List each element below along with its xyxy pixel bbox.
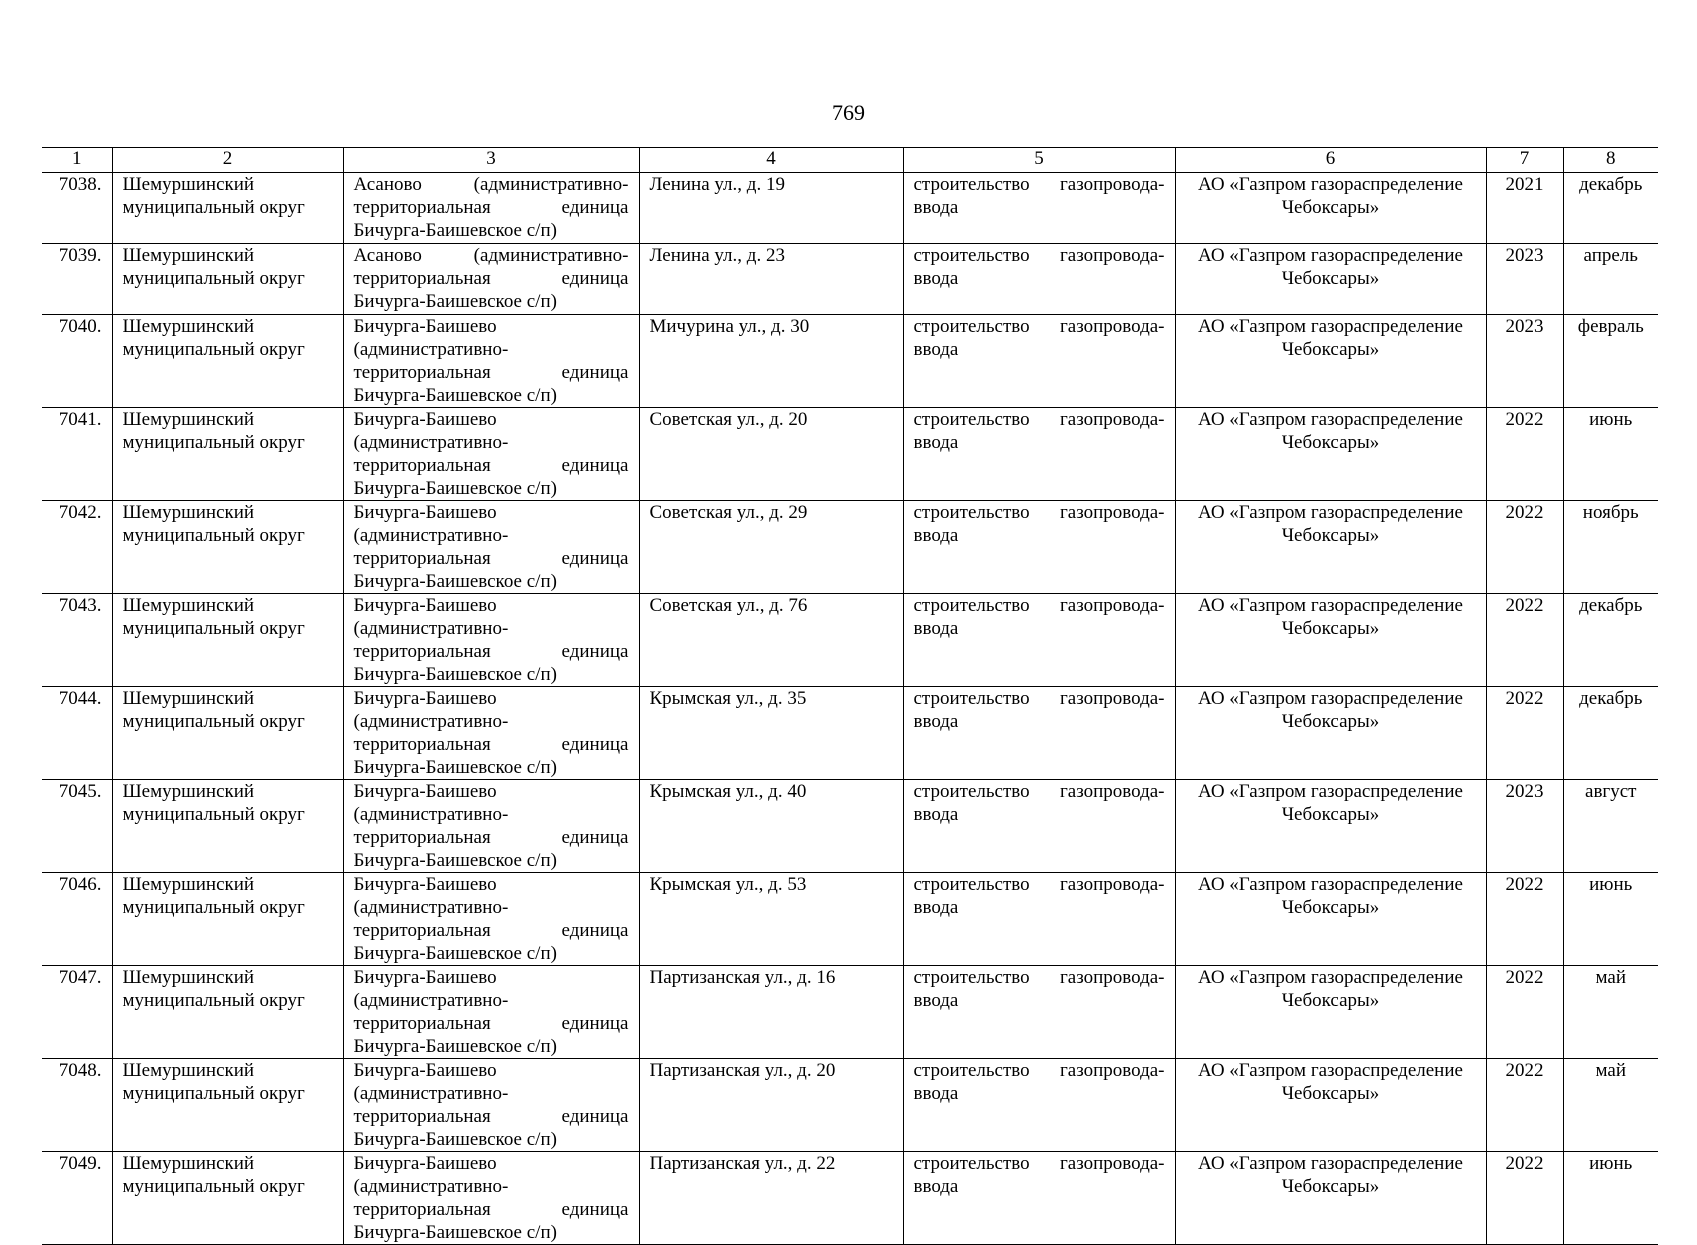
column-header: 6 — [1175, 148, 1486, 173]
year-cell: 2023 — [1486, 244, 1563, 315]
address-cell: Советская ул., д. 29 — [639, 501, 903, 594]
works-cell: строительство газопровода-ввода — [903, 780, 1175, 873]
district-cell: Шемуршинский муниципальный округ — [112, 687, 343, 780]
works-cell: строительство газопровода-ввода — [903, 1152, 1175, 1245]
table-row — [42, 780, 1658, 873]
address-cell: Советская ул., д. 76 — [639, 594, 903, 687]
settlement-cell: Бичурга-Баишево (административно-территориальная единица Бичурга-Баишевское с/п) — [343, 873, 639, 966]
organization-cell: АО «Газпром газораспределение Чебоксары» — [1175, 244, 1486, 315]
row-number: 7038. — [42, 173, 112, 244]
page-number: 769 — [832, 100, 865, 125]
district-cell: Шемуршинский муниципальный округ — [112, 873, 343, 966]
column-number-row — [42, 148, 1658, 173]
year-cell: 2022 — [1486, 1152, 1563, 1245]
column-header: 2 — [112, 148, 343, 173]
organization-cell: АО «Газпром газораспределение Чебоксары» — [1175, 780, 1486, 873]
organization-cell: АО «Газпром газораспределение Чебоксары» — [1175, 966, 1486, 1059]
table-row — [42, 873, 1658, 966]
year-cell: 2022 — [1486, 966, 1563, 1059]
district-cell: Шемуршинский муниципальный округ — [112, 408, 343, 501]
settlement-cell: Бичурга-Баишево (административно-территориальная единица Бичурга-Баишевское с/п) — [343, 315, 639, 408]
year-cell: 2022 — [1486, 873, 1563, 966]
row-number: 7048. — [42, 1059, 112, 1152]
table-body — [42, 173, 1658, 1245]
row-number: 7046. — [42, 873, 112, 966]
organization-cell: АО «Газпром газораспределение Чебоксары» — [1175, 594, 1486, 687]
address-cell: Мичурина ул., д. 30 — [639, 315, 903, 408]
row-number: 7044. — [42, 687, 112, 780]
district-cell: Шемуршинский муниципальный округ — [112, 244, 343, 315]
settlement-cell: Бичурга-Баишево (административно-территориальная единица Бичурга-Баишевское с/п) — [343, 1152, 639, 1245]
works-cell: строительство газопровода-ввода — [903, 1059, 1175, 1152]
month-cell: апрель — [1563, 244, 1658, 315]
organization-cell: АО «Газпром газораспределение Чебоксары» — [1175, 1152, 1486, 1245]
settlement-cell: Бичурга-Баишево (административно-территориальная единица Бичурга-Баишевское с/п) — [343, 1059, 639, 1152]
district-cell: Шемуршинский муниципальный округ — [112, 173, 343, 244]
table-row — [42, 1059, 1658, 1152]
month-cell: декабрь — [1563, 594, 1658, 687]
address-cell: Партизанская ул., д. 20 — [639, 1059, 903, 1152]
organization-cell: АО «Газпром газораспределение Чебоксары» — [1175, 687, 1486, 780]
organization-cell: АО «Газпром газораспределение Чебоксары» — [1175, 173, 1486, 244]
table-row — [42, 966, 1658, 1059]
settlement-cell: Бичурга-Баишево (административно-территориальная единица Бичурга-Баишевское с/п) — [343, 594, 639, 687]
settlement-cell: Бичурга-Баишево (административно-территориальная единица Бичурга-Баишевское с/п) — [343, 687, 639, 780]
settlement-cell: Бичурга-Баишево (административно-территориальная единица Бичурга-Баишевское с/п) — [343, 408, 639, 501]
works-cell: строительство газопровода-ввода — [903, 687, 1175, 780]
table-row — [42, 315, 1658, 408]
address-cell: Крымская ул., д. 40 — [639, 780, 903, 873]
table-row — [42, 501, 1658, 594]
column-header: 1 — [42, 148, 112, 173]
year-cell: 2023 — [1486, 780, 1563, 873]
works-cell: строительство газопровода-ввода — [903, 594, 1175, 687]
works-cell: строительство газопровода-ввода — [903, 873, 1175, 966]
address-cell: Партизанская ул., д. 22 — [639, 1152, 903, 1245]
works-cell: строительство газопровода-ввода — [903, 966, 1175, 1059]
address-cell: Крымская ул., д. 35 — [639, 687, 903, 780]
row-number: 7043. — [42, 594, 112, 687]
works-cell: строительство газопровода-ввода — [903, 408, 1175, 501]
column-header: 4 — [639, 148, 903, 173]
column-header: 5 — [903, 148, 1175, 173]
organization-cell: АО «Газпром газораспределение Чебоксары» — [1175, 501, 1486, 594]
table-row — [42, 687, 1658, 780]
row-number: 7041. — [42, 408, 112, 501]
month-cell: февраль — [1563, 315, 1658, 408]
row-number: 7042. — [42, 501, 112, 594]
district-cell: Шемуршинский муниципальный округ — [112, 966, 343, 1059]
month-cell: июнь — [1563, 1152, 1658, 1245]
year-cell: 2022 — [1486, 687, 1563, 780]
table-row — [42, 173, 1658, 244]
year-cell: 2021 — [1486, 173, 1563, 244]
row-number: 7045. — [42, 780, 112, 873]
table-row — [42, 1152, 1658, 1245]
address-cell: Ленина ул., д. 19 — [639, 173, 903, 244]
district-cell: Шемуршинский муниципальный округ — [112, 594, 343, 687]
month-cell: май — [1563, 1059, 1658, 1152]
year-cell: 2022 — [1486, 1059, 1563, 1152]
organization-cell: АО «Газпром газораспределение Чебоксары» — [1175, 408, 1486, 501]
column-header: 7 — [1486, 148, 1563, 173]
settlement-cell: Бичурга-Баишево (административно-территориальная единица Бичурга-Баишевское с/п) — [343, 501, 639, 594]
address-cell: Советская ул., д. 20 — [639, 408, 903, 501]
table-row — [42, 244, 1658, 315]
district-cell: Шемуршинский муниципальный округ — [112, 780, 343, 873]
table-row — [42, 594, 1658, 687]
organization-cell: АО «Газпром газораспределение Чебоксары» — [1175, 873, 1486, 966]
settlement-cell: Асаново (административно-территориальная единица Бичурга-Баишевское с/п) — [343, 173, 639, 244]
month-cell: июнь — [1563, 873, 1658, 966]
month-cell: декабрь — [1563, 173, 1658, 244]
column-header: 8 — [1563, 148, 1658, 173]
works-cell: строительство газопровода-ввода — [903, 315, 1175, 408]
settlement-cell: Асаново (административно-территориальная единица Бичурга-Баишевское с/п) — [343, 244, 639, 315]
month-cell: август — [1563, 780, 1658, 873]
table-row — [42, 408, 1658, 501]
district-cell: Шемуршинский муниципальный округ — [112, 1152, 343, 1245]
settlement-cell: Бичурга-Баишево (административно-территориальная единица Бичурга-Баишевское с/п) — [343, 966, 639, 1059]
month-cell: ноябрь — [1563, 501, 1658, 594]
district-cell: Шемуршинский муниципальный округ — [112, 1059, 343, 1152]
works-cell: строительство газопровода-ввода — [903, 244, 1175, 315]
organization-cell: АО «Газпром газораспределение Чебоксары» — [1175, 315, 1486, 408]
district-cell: Шемуршинский муниципальный округ — [112, 501, 343, 594]
address-cell: Крымская ул., д. 53 — [639, 873, 903, 966]
register-table — [42, 147, 1658, 1245]
month-cell: декабрь — [1563, 687, 1658, 780]
year-cell: 2023 — [1486, 315, 1563, 408]
district-cell: Шемуршинский муниципальный округ — [112, 315, 343, 408]
year-cell: 2022 — [1486, 594, 1563, 687]
year-cell: 2022 — [1486, 408, 1563, 501]
row-number: 7039. — [42, 244, 112, 315]
column-header: 3 — [343, 148, 639, 173]
address-cell: Партизанская ул., д. 16 — [639, 966, 903, 1059]
row-number: 7040. — [42, 315, 112, 408]
row-number: 7047. — [42, 966, 112, 1059]
works-cell: строительство газопровода-ввода — [903, 501, 1175, 594]
works-cell: строительство газопровода-ввода — [903, 173, 1175, 244]
year-cell: 2022 — [1486, 501, 1563, 594]
month-cell: май — [1563, 966, 1658, 1059]
address-cell: Ленина ул., д. 23 — [639, 244, 903, 315]
row-number: 7049. — [42, 1152, 112, 1245]
organization-cell: АО «Газпром газораспределение Чебоксары» — [1175, 1059, 1486, 1152]
settlement-cell: Бичурга-Баишево (административно-территориальная единица Бичурга-Баишевское с/п) — [343, 780, 639, 873]
month-cell: июнь — [1563, 408, 1658, 501]
